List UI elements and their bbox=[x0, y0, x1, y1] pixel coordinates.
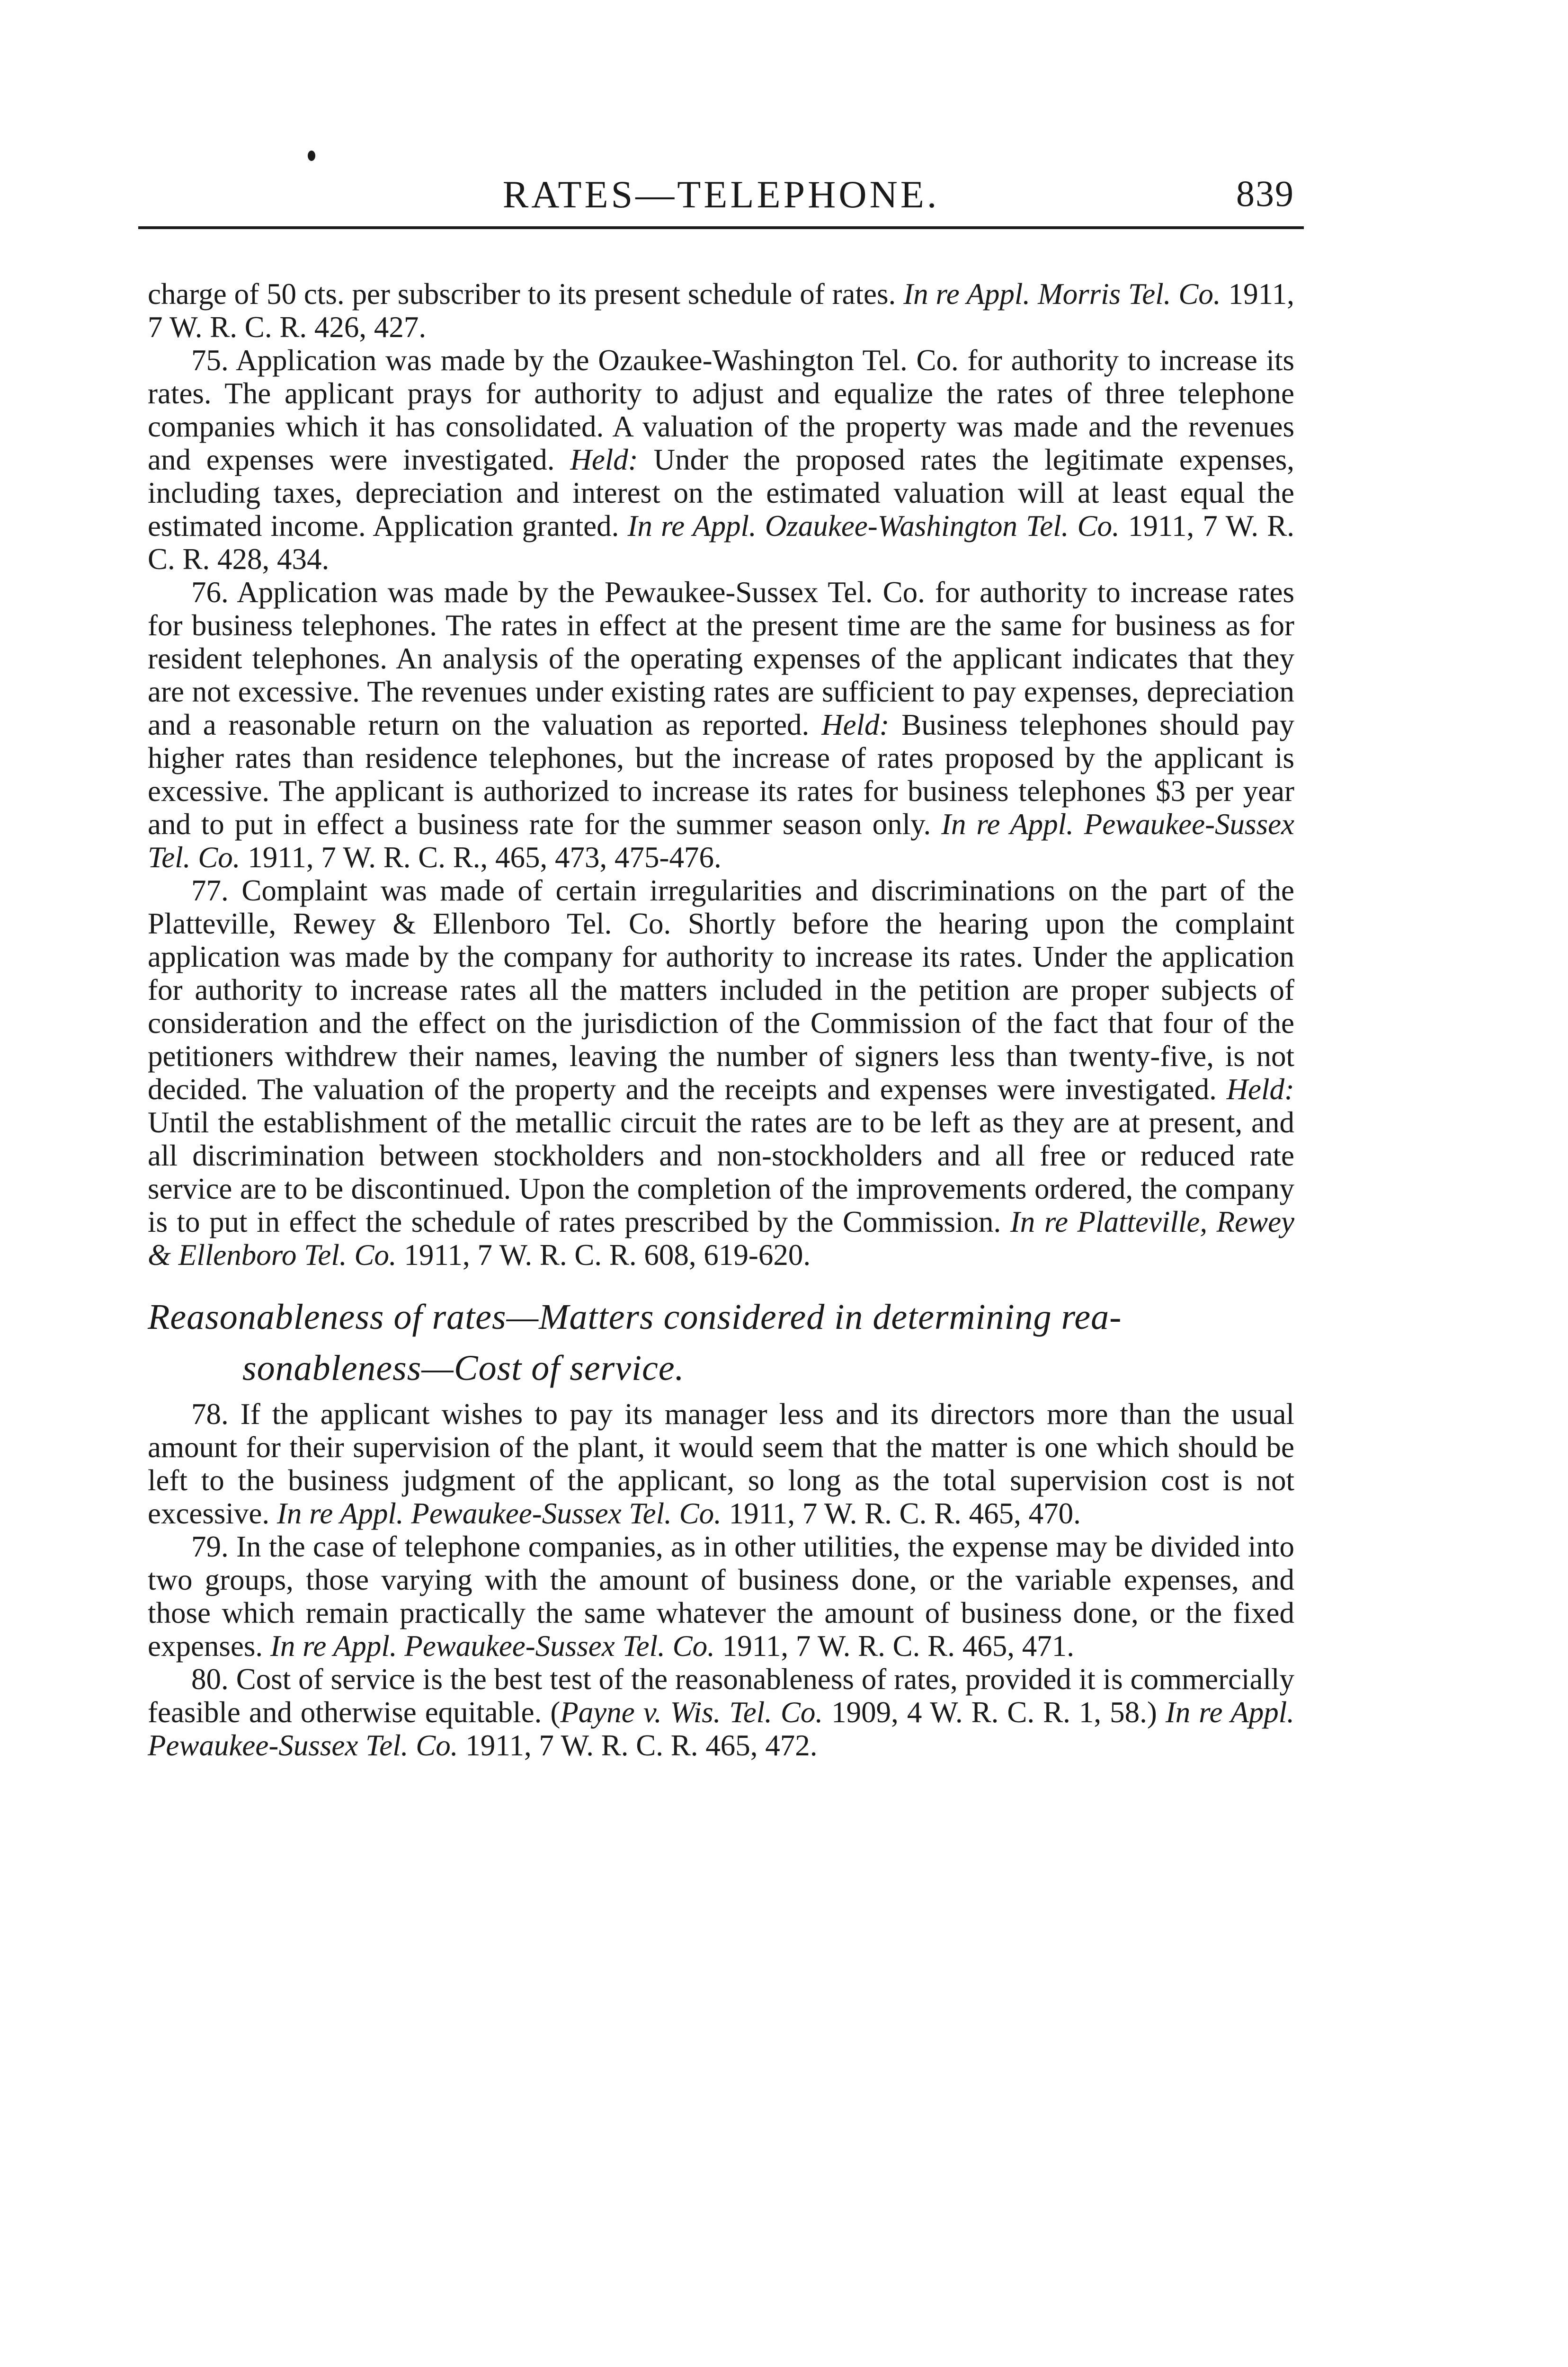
paragraph-78: 78. If the applicant wishes to pay its manager less and its directors more than the usual amount for their supervision of the plant, it would seem that the matter is one which should be left to the business judgment of the applicant, so long as the total supervision cost is not excessive. In re Appl. Pewaukee-Sussex Tel. Co. 1911, 7 W. R. C. R. 465, 470. bbox=[148, 1397, 1294, 1530]
page-number: 839 bbox=[1236, 173, 1294, 214]
paragraph-number: 75. bbox=[191, 344, 229, 377]
paragraph-number: 79. bbox=[191, 1530, 229, 1563]
running-title: RATES—TELEPHONE. bbox=[502, 173, 940, 216]
citation: Payne v. Wis. Tel. Co. bbox=[560, 1696, 823, 1729]
paragraph-74-continued: charge of 50 cts. per subscriber to its present schedule of rates. In re Appl. Morris Tel. Co. 1911, 7 W. R. C. R. 426, 427. bbox=[148, 277, 1294, 344]
page bbox=[148, 156, 1295, 1762]
paragraph-number: 78. bbox=[191, 1397, 229, 1431]
header-rule bbox=[138, 226, 1304, 229]
citation: In re Appl. Pewaukee-Sussex Tel. Co. bbox=[276, 1497, 722, 1530]
citation: In re Appl. Pewaukee-Sussex Tel. Co. bbox=[148, 808, 1295, 874]
citation: In re Platteville, Rewey & Ellenboro Tel. Co. bbox=[148, 1205, 1295, 1272]
paragraph-number: 76. bbox=[191, 576, 229, 609]
running-head bbox=[148, 156, 1294, 218]
paragraph-76: 76. Application was made by the Pewaukee-Sussex Tel. Co. for authority to increase rates for business telephones. The rates in effect at the present time are the same for business as for resident telephones. An analysis of the operating expenses of the applicant indicates that they are not excessive. The revenues under existing rates are sufficient to pay expenses, depreciation and a reasonable return on the valuation as reported. Held: Business telephones should pay higher rates than residence telephones, but the increase of rates proposed by the applicant is excessive. The applicant is authorized to increase its rates for business telephones $3 per year and to put in effect a business rate for the summer season only. In re Appl. Pewaukee-Sussex Tel. Co. 1911, 7 W. R. C. R., 465, 473, 475-476. bbox=[148, 576, 1295, 874]
paragraph-number: 80. bbox=[191, 1663, 229, 1696]
citation: In re Appl. Morris Tel. Co. bbox=[903, 277, 1221, 311]
paragraph-number: 77. bbox=[191, 874, 229, 907]
citation: In re Appl. Pewaukee-Sussex Tel. Co. bbox=[270, 1629, 715, 1663]
held-label: Held: bbox=[1226, 1073, 1295, 1106]
held-label: Held: bbox=[570, 443, 638, 476]
paragraph-77: 77. Complaint was made of certain irregularities and discriminations on the part of the Platteville, Rewey & Ellenboro Tel. Co. Shortly before the hearing upon the complaint application was made by the company for authority to increase its rates. Under the application for authority to increase rates all the matters included in the petition are proper subjects of consideration and the effect on the jurisdiction of the Commission of the fact that four of the petitioners withdrew their names, leaving the number of signers less than twenty-five, is not decided. The valuation of the property and the receipts and expenses were investigated. Held: Until the establishment of the metallic circuit the rates are to be left as they are at present, and all discrimination between stockholders and non-stockholders and all free or reduced rate service are to be discontinued. Upon the completion of the improvements ordered, the company is to put in effect the schedule of rates prescribed by the Commission. In re Platteville, Rewey & Ellenboro Tel. Co. 1911, 7 W. R. C. R. 608, 619-620. bbox=[148, 874, 1295, 1272]
paragraph-75: 75. Application was made by the Ozaukee-Washington Tel. Co. for authority to increase its rates. The applicant prays for authority to adjust and equalize the rates of three telephone companies which it has consolidated. A valuation of the property was made and the revenues and expenses were investigated. Held: Under the proposed rates the legitimate expenses, including taxes, depreciation and interest on the estimated valuation will at least equal the estimated income. Application granted. In re Appl. Ozaukee-Washington Tel. Co. 1911, 7 W. R. C. R. 428, 434. bbox=[148, 344, 1295, 576]
section-heading bbox=[148, 1291, 1294, 1394]
body-text bbox=[148, 277, 1294, 1762]
bullet-mark bbox=[308, 151, 315, 161]
paragraph-80: 80. Cost of service is the best test of the reasonableness of rates, provided it is commercially feasible and otherwise equitable. (Payne v. Wis. Tel. Co. 1909, 4 W. R. C. R. 1, 58.) In re Appl. Pewaukee-Sussex Tel. Co. 1911, 7 W. R. C. R. 465, 472. bbox=[148, 1663, 1294, 1762]
citation: In re Appl. Ozaukee-Washington Tel. Co. bbox=[627, 509, 1120, 543]
held-label: Held: bbox=[821, 708, 890, 741]
section-heading-line-2: sonableness—Cost of service. bbox=[242, 1348, 685, 1388]
paragraph-79: 79. In the case of telephone companies, as in other utilities, the expense may be divided into two groups, those varying with the amount of business done, or the variable expenses, and those which remain practically the same whatever the amount of business done, or the fixed expenses. In re Appl. Pewaukee-Sussex Tel. Co. 1911, 7 W. R. C. R. 465, 471. bbox=[148, 1530, 1294, 1663]
section-heading-line-1: Reasonableness of rates—Matters considered in determining rea- bbox=[148, 1297, 1122, 1337]
citation: In re Appl. Pewaukee-Sussex Tel. Co. bbox=[148, 1696, 1294, 1762]
